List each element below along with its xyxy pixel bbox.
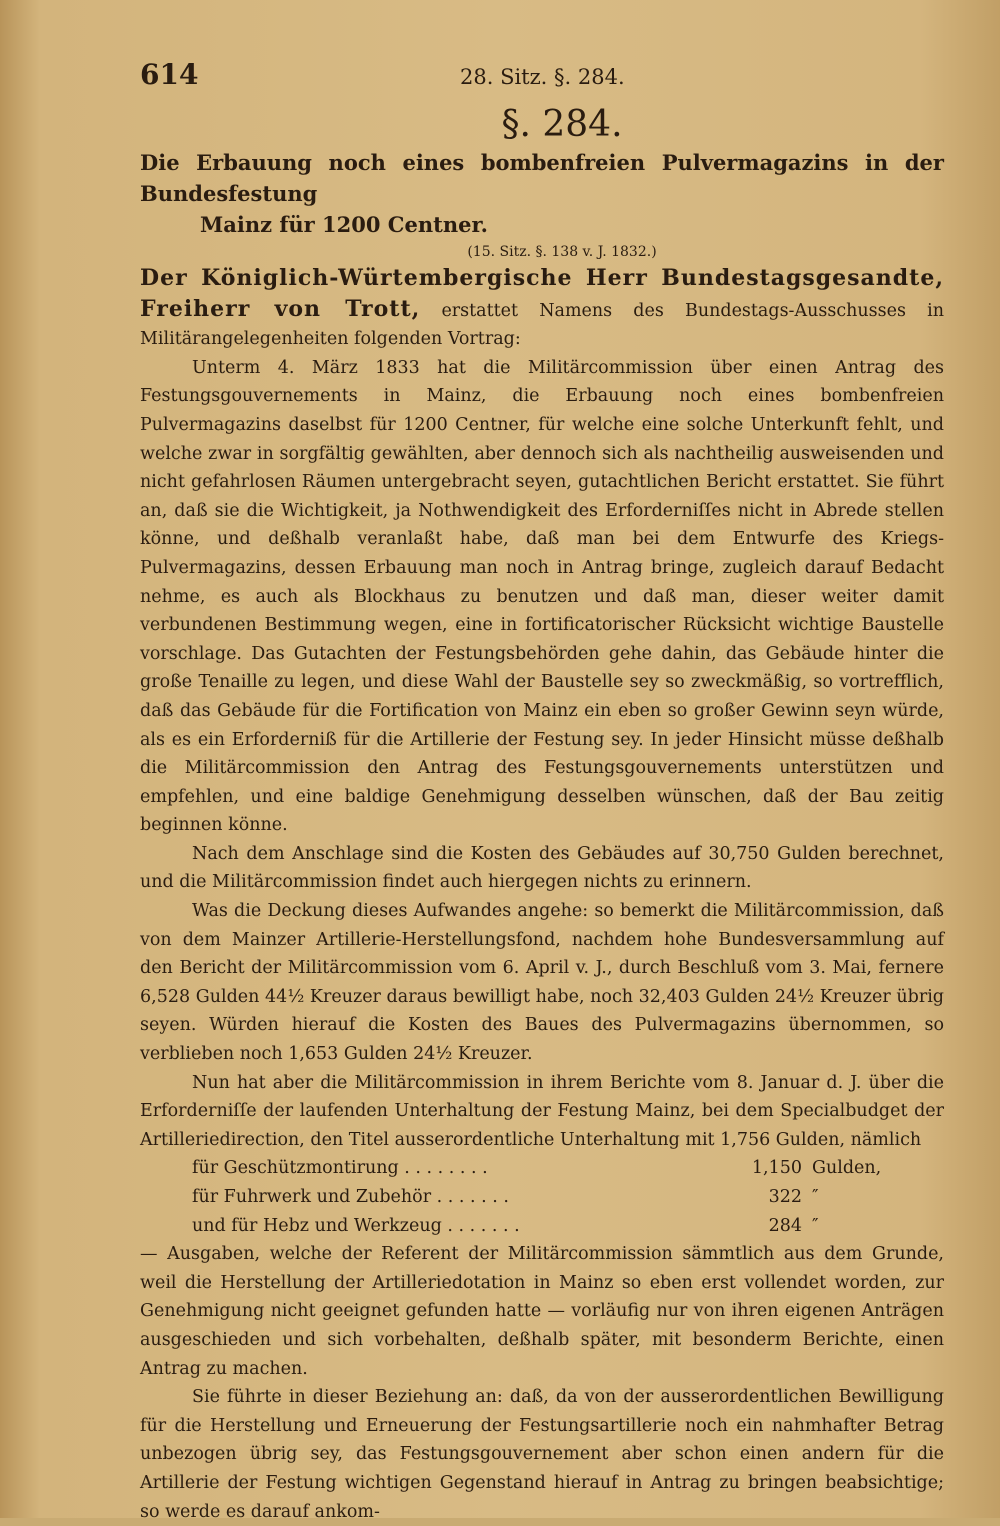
speaker-name: Der Königlich-Würtembergische Herr Bundestagsgesandte, Freiherr von Trott, (140, 265, 944, 322)
cost-amount: 322 (768, 1187, 802, 1207)
section-title-line1: Die Erbauung noch eines bombenfreien Pulvermagazins in der Bundesfestung (140, 150, 944, 206)
body-paragraph: Unterm 4. März 1833 hat die Militärcommission über einen Antrag des Festungsgouvernements in Mainz, die Erbauung noch eines bombenfreien Pulvermagazins daselbst für 1200 Centner, für welche eine solche Unterkunft fehlt, und welche zwar in sorgfältig gewählten, aber dennoch sich als nachtheilig ausweisenden und nicht gefahrlosen Räumen untergebracht seyen, gutachtlichen Bericht erstattet. Sie führt an, daß sie die Wichtigkeit, ja Nothwendigkeit des Erforderniſſes nicht in Abrede stellen könne, und deßhalb veranlaßt habe, daß man bei dem Entwurfe des Kriegs-Pulvermagazins, dessen Erbauung man noch in Antrag bringe, zugleich darauf Bedacht nehme, es auch als Blockhaus zu benutzen und daß man, dieser weiter damit verbundenen Bestimmung wegen, eine in fortificatorischer Rücksicht wichtige Baustelle vorschlage. Das Gutachten der Festungsbehörden gehe dahin, das Gebäude hinter die große Tenaille zu legen, und diese Wahl der Baustelle sey so zweckmäßig, so vortrefflich, daß das Gebäude für die Fortification von Mainz ein eben so großer Gewinn seyn würde, als es ein Erforderniß für die Artillerie der Festung sey. In jeder Hinsicht müsse deßhalb die Militärcommission den Antrag des Festungsgouvernements unterstützen und empfehlen, und eine baldige Genehmigung desselben wünschen, daß der Bau zeitig beginnen könne. (140, 357, 944, 836)
citation: (15. Sitz. §. 138 v. J. 1832.) (467, 244, 657, 260)
cost-row (192, 1183, 944, 1212)
section-title-line2: Mainz für 1200 Centner. (200, 212, 488, 237)
body-paragraph: Nun hat aber die Militärcommission in ihrem Berichte vom 8. Januar d. J. über die Erforderniſſe der laufenden Unterhaltung der Festung Mainz, bei dem Specialbudget der Artilleriedirection, den Titel ausserordentliche Unterhaltung mit 1,756 Gulden, nämlich (140, 1072, 944, 1150)
cost-amount: 1,150 (751, 1158, 802, 1179)
body-paragraph: Nach dem Anschlage sind die Kosten des Gebäudes auf 30,750 Gulden berechnet, und die Militärcommission findet auch hiergegen nichts zu erinnern. (140, 843, 944, 893)
page-header (140, 58, 944, 98)
cost-unit: Gulden, (812, 1158, 882, 1179)
continuation-paragraph: — Ausgaben, welche der Referent der Militärcommission sämmtlich aus dem Grunde, weil die Herstellung der Artilleriedotation in Mainz so eben erst vollendet worden, zur Genehmigung nicht geeignet gefunden hatte — vorläufig nur von ihren eigenen Anträgen ausgeschieden und sich vorbehalten, deßhalb später, mit besonderm Berichte, einen Antrag zu machen. (140, 1244, 944, 1379)
running-head: 28. Sitz. §. 284. (460, 65, 625, 89)
page-number: 614 (140, 58, 199, 91)
section-heading: §. 284. (501, 104, 623, 145)
cost-unit: ″ (812, 1187, 819, 1207)
intro-paragraph (140, 264, 944, 354)
cost-label: für Fuhrwerk und Zubehör . . . . . . . (192, 1187, 509, 1207)
final-paragraph: Sie führte in dieser Beziehung an: daß, da von der ausserordentlichen Bewilligung für die Herstellung und Erneuerung der Festungsartillerie noch ein nahmhafter Betrag unbezogen übrig sey, das Festungsgouvernement aber schon einen andern für die Artillerie der Festung wichtigen Gegenstand hierauf in Antrag zu bringen beabsichtige; so werde es darauf ankom- (140, 1387, 944, 1522)
cost-amount: 284 (768, 1215, 802, 1236)
cost-unit: ″ (812, 1215, 819, 1236)
body-paragraph: Was die Deckung dieses Aufwandes angehe: so bemerkt die Militärcommission, daß von dem Mainzer Artillerie-Herstellungsfond, nachdem hohe Bundesversammlung auf den Bericht der Militärcommission vom 6. April v. J., durch Beschluß vom 3. Mai, fernere 6,528 Gulden 44½ Kreuzer daraus bewilligt habe, noch 32,403 Gulden 24½ Kreuzer übrig seyen. Würden hierauf die Kosten des Baues des Pulvermagazins übernommen, so verblieben noch 1,653 Gulden 24½ Kreuzer. (140, 901, 944, 1065)
cost-list (192, 1154, 944, 1240)
cost-label: und für Hebz und Werkzeug . . . . . . . (192, 1215, 520, 1236)
section-title (140, 147, 944, 240)
cost-row (192, 1212, 944, 1241)
cost-label: für Geschützmontirung . . . . . . . . (192, 1158, 488, 1179)
intro-text: erstattet Namens des Bundestags-Ausschusses in Militärangelegenheiten folgenden Vortrag: (140, 300, 944, 350)
cost-row (192, 1154, 944, 1183)
